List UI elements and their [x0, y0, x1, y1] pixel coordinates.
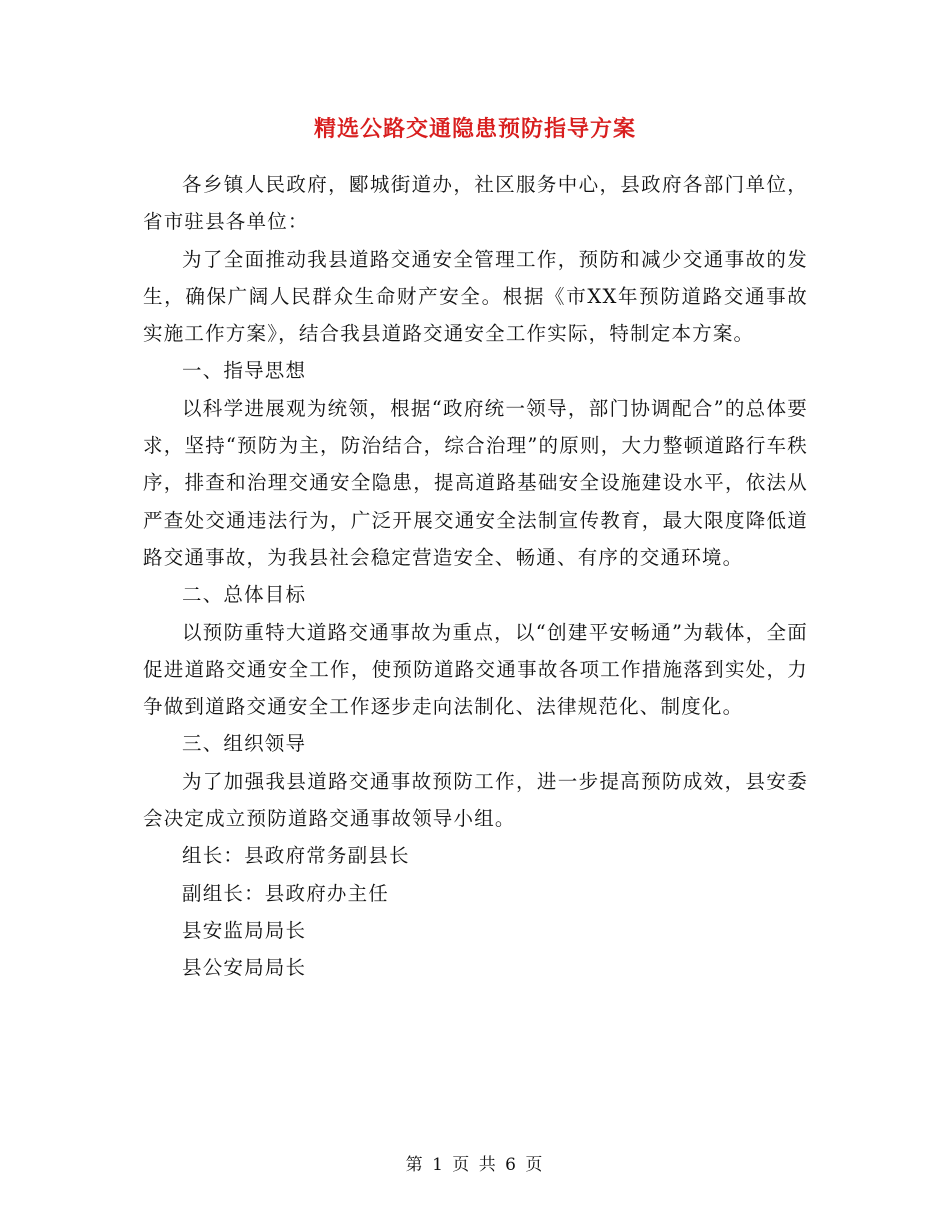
page-footer [0, 1152, 950, 1178]
list-item-member: 县公安局局长 [182, 956, 307, 980]
section-heading-guiding-ideology: 一、指导思想 [182, 359, 307, 383]
list-item-leader: 组长：县政府常务副县长 [182, 844, 410, 868]
document-title: 精选公路交通隐患预防指导方案 [313, 116, 636, 142]
paragraph-overall-goal: 以预防重特大道路交通事故为重点，以“创建平安畅通”为载体，全面促进道路交通安全工作，使预防道路交通事故各项工作措施落到实处，力争做到道路交通安全工作逐步走向法制化、法律规范化、制度化。 [143, 620, 808, 719]
footer-middle: 页 共 [452, 1155, 498, 1175]
footer-prefix: 第 [405, 1155, 425, 1175]
paragraph-intro: 为了全面推动我县道路交通安全管理工作，预防和减少交通事故的发生，确保广阔人民群众生命财产安全。根据《市XX年预防道路交通事故实施工作方案》，结合我县道路交通安全工作实际，特制定本方案。 [143, 247, 808, 346]
paragraph-addressees: 各乡镇人民政府，郾城街道办，社区服务中心，县政府各部门单位，省市驻县各单位： [143, 173, 808, 234]
footer-suffix: 页 [525, 1155, 545, 1175]
section-heading-organization: 三、组织领导 [182, 732, 307, 756]
document-body [143, 166, 808, 987]
paragraph-organization: 为了加强我县道路交通事故预防工作，进一步提高预防成效，县安委会决定成立预防道路交通事故领导小组。 [143, 769, 808, 831]
list-item-member: 县安监局局长 [182, 918, 307, 942]
list-item-deputy-leader: 副组长：县政府办主任 [182, 881, 390, 905]
footer-page-number: 1 [432, 1155, 445, 1175]
footer-total-pages: 6 [505, 1155, 518, 1175]
section-heading-overall-goal: 二、总体目标 [182, 583, 307, 607]
paragraph-guiding-ideology: 以科学进展观为统领，根据“政府统一领导，部门协调配合”的总体要求，坚持“预防为主，防治结合，综合治理”的原则，大力整顿道路行车秩序，排查和治理交通安全隐患，提高道路基础安全设施建设水平，依法从严查处交通违法行为，广泛开展交通安全法制宣传教育，最大限度降低道路交通事故，为我县社会稳定营造安全、畅通、有序的交通环境。 [143, 396, 808, 569]
